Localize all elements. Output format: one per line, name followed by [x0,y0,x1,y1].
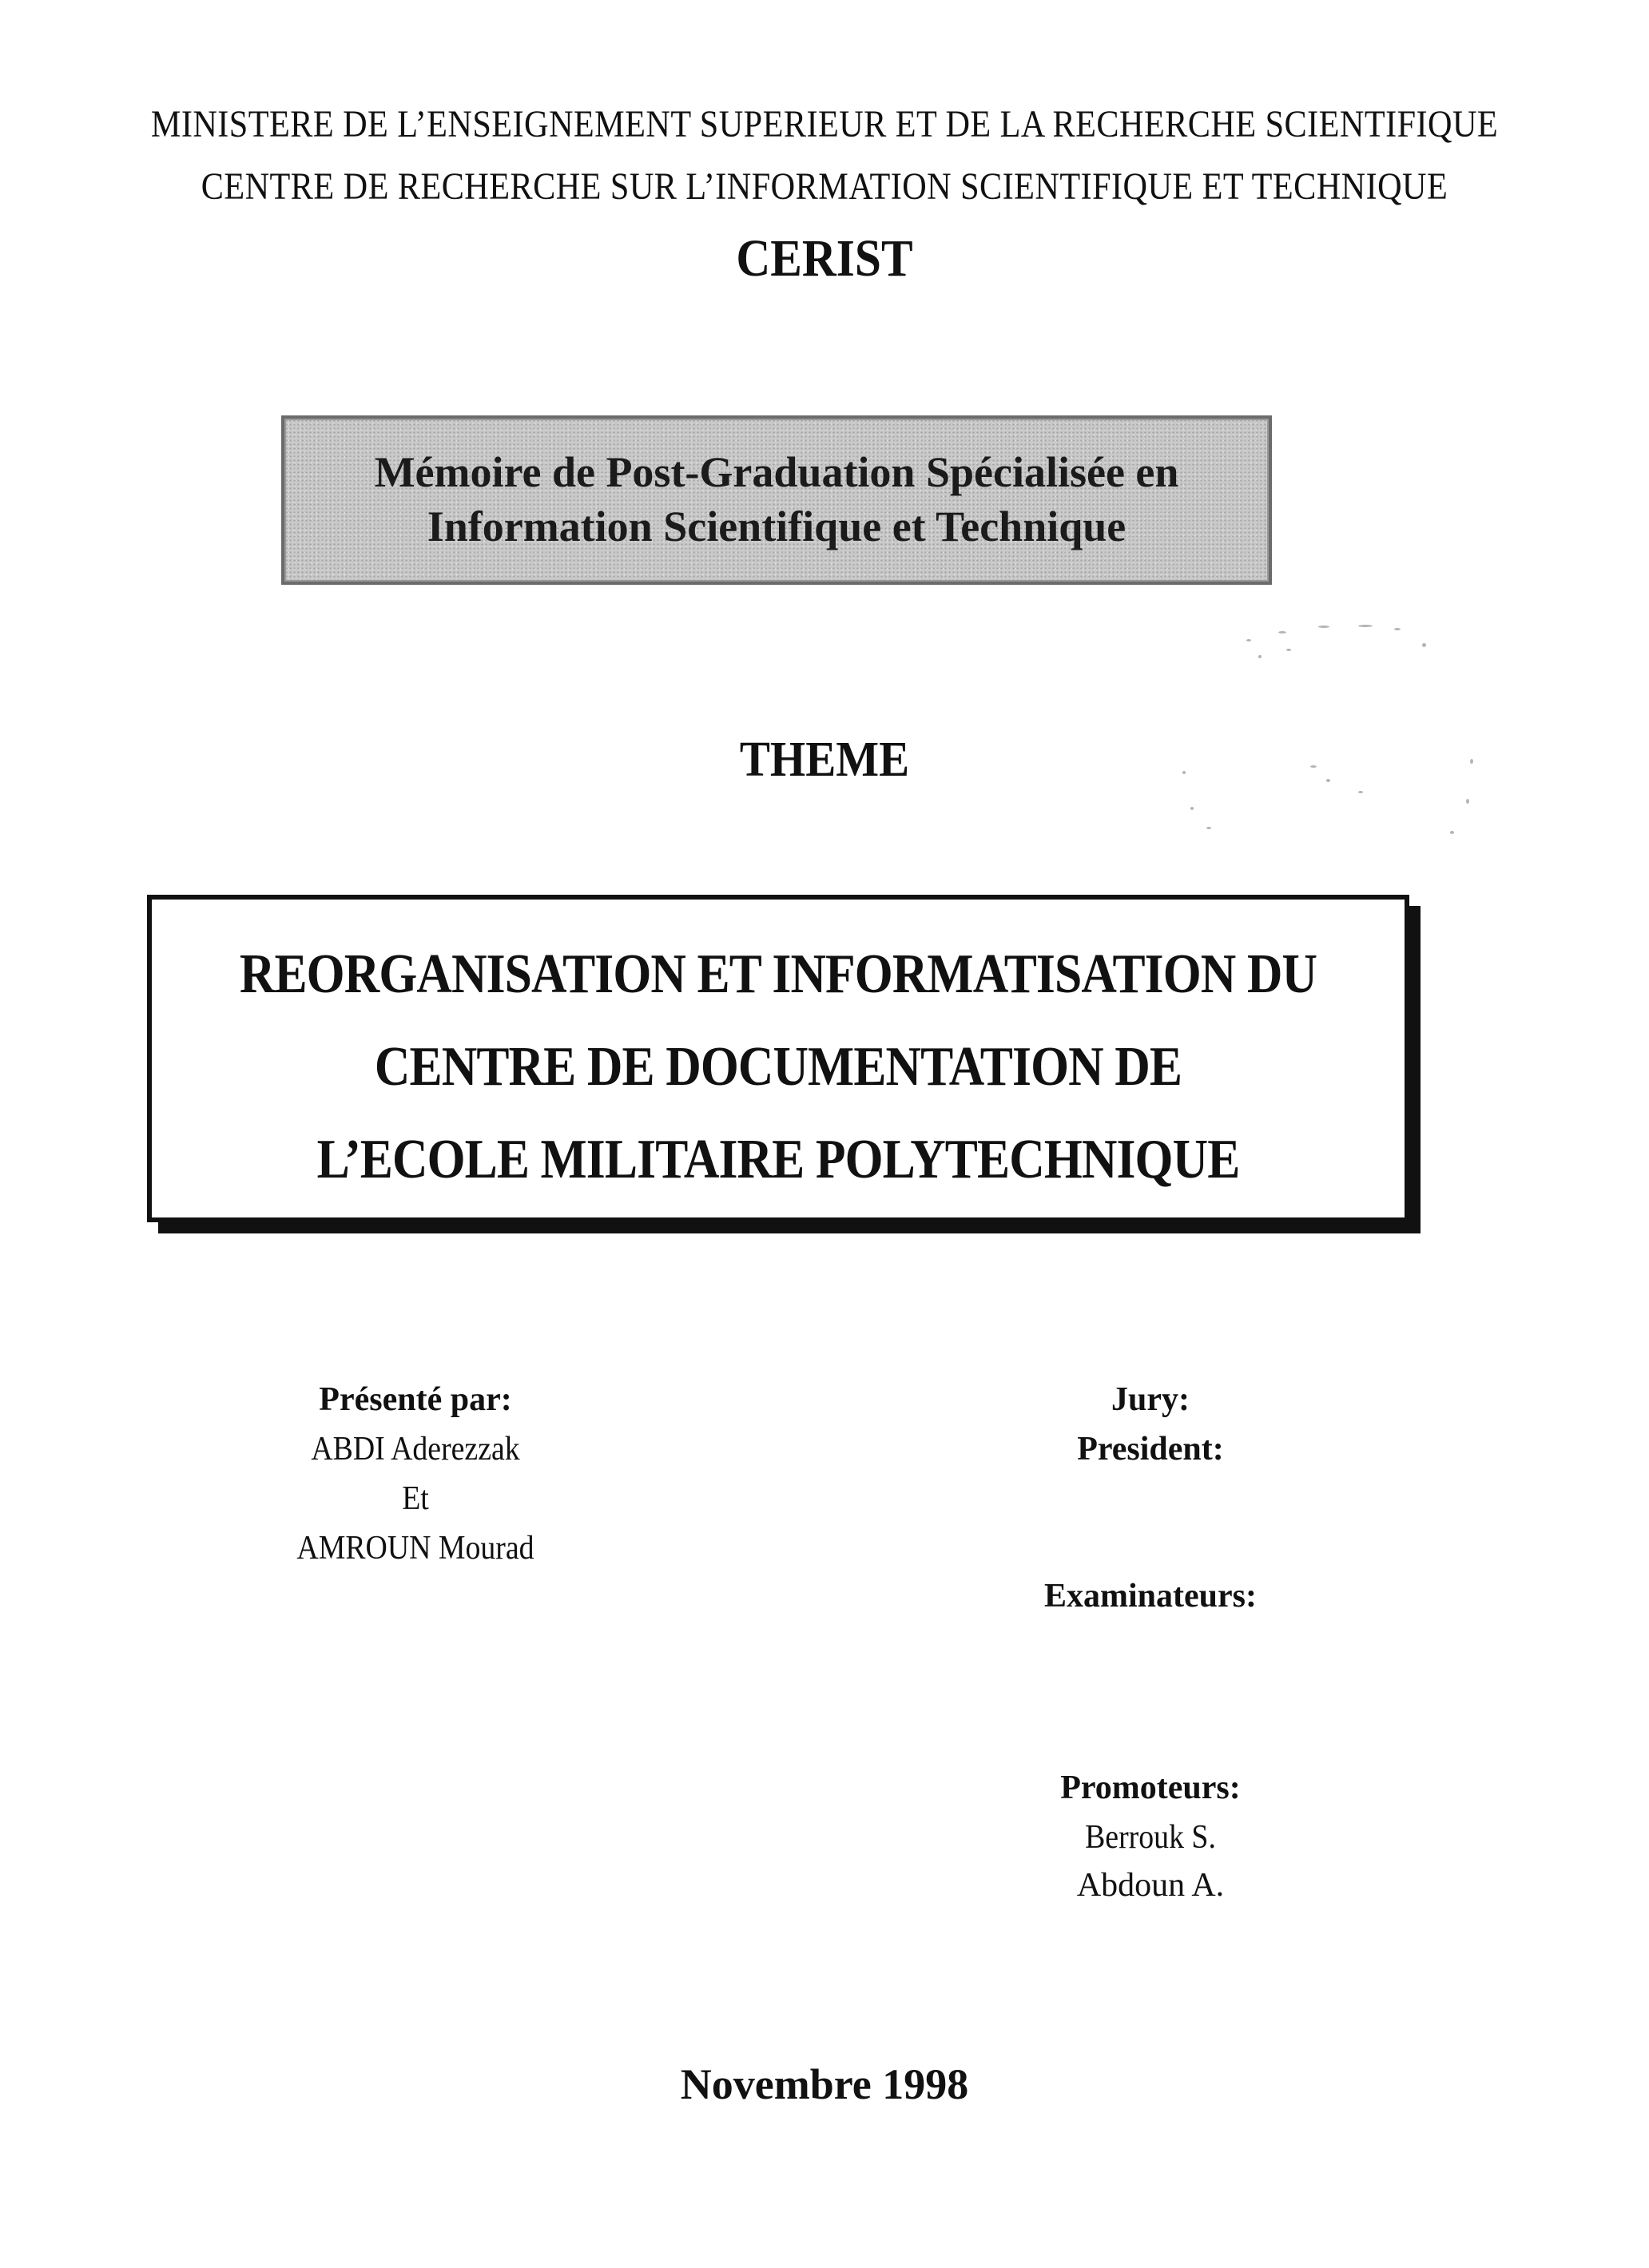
presented-by-label: Présenté par: [319,1381,512,1418]
memoire-box [281,415,1272,585]
cerist-acronym: CERIST [736,229,913,288]
promoteur-1: Berrouk S. [1085,1819,1216,1856]
centre-heading: CENTRE DE RECHERCHE SUR L’INFORMATION SCIENTIFIQUE ET TECHNIQUE [201,165,1448,208]
author-conjunction: Et [402,1480,429,1517]
memoire-line-1: Mémoire de Post-Graduation Spécialisée en [374,448,1179,496]
memoire-line-2: Information Scientifique et Technique [427,502,1126,550]
jury-label: Jury: [1111,1381,1190,1418]
ministry-heading: MINISTERE DE L’ENSEIGNEMENT SUPERIEUR ET DE LA RECHERCHE SCIENTIFIQUE [150,103,1499,145]
title-line-1: REORGANISATION ET INFORMATISATION DU [239,943,1317,1005]
title-line-3: L’ECOLE MILITAIRE POLYTECHNIQUE [316,1129,1240,1190]
promoteurs-label: Promoteurs: [1060,1770,1241,1806]
title-line-2: CENTRE DE DOCUMENTATION DE [374,1036,1182,1098]
date: Novembre 1998 [680,2060,969,2108]
promoteur-2: Abdoun A. [1076,1867,1225,1904]
examinateurs-label: Examinateurs: [1044,1578,1257,1615]
theme-label: THEME [739,733,910,787]
author-2: AMROUN Mourad [296,1530,534,1567]
president-label: President: [1077,1431,1224,1468]
author-1: ABDI Aderezzak [311,1431,520,1468]
